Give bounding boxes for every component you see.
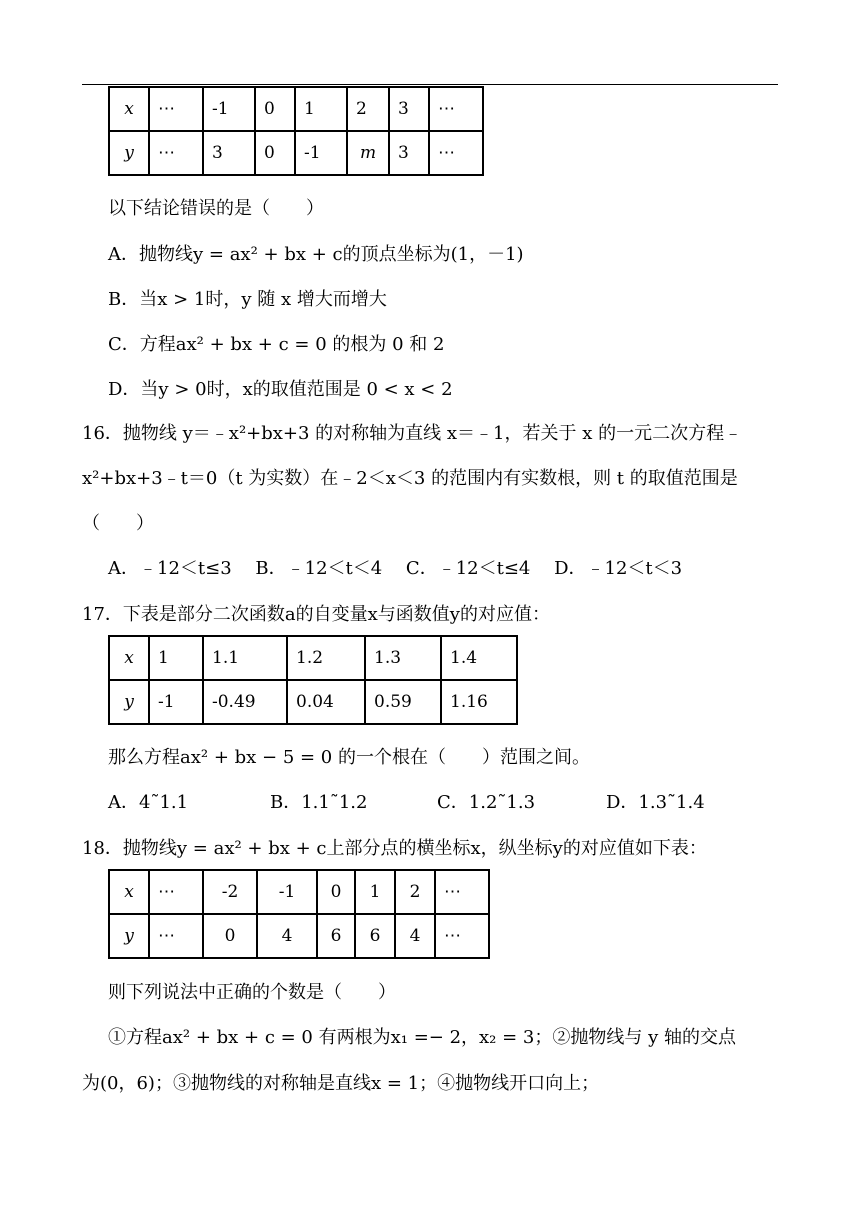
table-cell: 1 xyxy=(355,870,395,914)
q18-stem: 18．抛物线y = ax² + bx + c上部分点的横坐标x，纵坐标y的对应值如下表： xyxy=(82,838,707,859)
table-cell: 1 xyxy=(149,636,203,680)
table-cell: ⋯ xyxy=(149,131,203,175)
table-cell: 3 xyxy=(389,131,429,175)
table-cell: ⋯ xyxy=(149,914,203,958)
table-cell: ⋯ xyxy=(435,914,489,958)
table-cell: ⋯ xyxy=(149,87,203,131)
q15-option-c: C．方程ax² + bx + c = 0 的根为 0 和 2 xyxy=(108,334,445,355)
table-header-x: x xyxy=(109,636,149,680)
table-header-x: x xyxy=(109,870,149,914)
value-table-3 xyxy=(108,869,490,959)
q15-option-a: A．抛物线y = ax² + bx + c的顶点坐标为(1，－1) xyxy=(108,244,524,265)
q16-line-2: x²+bx+3﹣t＝0（t 为实数）在﹣2＜x＜3 的范围内有实数根，则 t 的取值范围是 xyxy=(82,468,738,489)
table-cell: -1 xyxy=(295,131,347,175)
table-row xyxy=(109,914,489,958)
table-cell: 6 xyxy=(317,914,355,958)
table-header-y: y xyxy=(109,131,149,175)
table-cell: -2 xyxy=(203,870,257,914)
q18-statements-line-2: 为(0，6)；③抛物线的对称轴是直线x = 1；④抛物线开口向上； xyxy=(82,1073,600,1094)
q17-option-c: C．1.2˜1.3 xyxy=(437,792,536,813)
table-row xyxy=(109,870,489,914)
table-cell: 0.59 xyxy=(365,680,441,724)
table-cell: 0.04 xyxy=(287,680,365,724)
q17-stem: 17．下表是部分二次函数a的自变量x与函数值y的对应值： xyxy=(82,604,550,625)
table-cell: 4 xyxy=(395,914,435,958)
table-cell: 1.3 xyxy=(365,636,441,680)
table-row xyxy=(109,87,483,131)
value-table-1 xyxy=(108,86,484,176)
table-cell: 1.16 xyxy=(441,680,517,724)
q15-option-d: D．当y > 0时，x的取值范围是 0 < x < 2 xyxy=(108,379,453,400)
q17-option-a: A．4˜1.1 xyxy=(108,792,189,813)
table-header-y: y xyxy=(109,680,149,724)
table-cell: ⋯ xyxy=(429,87,483,131)
table-cell: 4 xyxy=(257,914,317,958)
table-cell: 2 xyxy=(347,87,389,131)
table-cell: 6 xyxy=(355,914,395,958)
q18-prompt: 则下列说法中正确的个数是（ ） xyxy=(108,982,396,1003)
table-cell: 1.1 xyxy=(203,636,287,680)
q17-prompt: 那么方程ax² + bx − 5 = 0 的一个根在（ ）范围之间。 xyxy=(108,747,590,768)
table-row xyxy=(109,131,483,175)
table-cell: 2 xyxy=(395,870,435,914)
table-cell: ⋯ xyxy=(435,870,489,914)
q15-prompt: 以下结论错误的是（ ） xyxy=(108,198,324,219)
table-header-y: y xyxy=(109,914,149,958)
table-cell: -1 xyxy=(203,87,255,131)
table-cell: -1 xyxy=(149,680,203,724)
table-cell: 1.2 xyxy=(287,636,365,680)
q16-options: A．﹣12＜t≤3 B．﹣12＜t＜4 C．﹣12＜t≤4 D．﹣12＜t＜3 xyxy=(108,558,683,579)
q15-option-b: B．当x > 1时，y 随 x 增大而增大 xyxy=(108,289,387,310)
table-row xyxy=(109,636,517,680)
q17-option-d: D．1.3˜1.4 xyxy=(606,792,705,813)
table-row xyxy=(109,680,517,724)
table-cell: 0 xyxy=(255,87,295,131)
table-cell: 1 xyxy=(295,87,347,131)
table-cell: 0 xyxy=(203,914,257,958)
table-cell: 0 xyxy=(255,131,295,175)
table-cell: m xyxy=(347,131,389,175)
table-cell: 0 xyxy=(317,870,355,914)
table-cell: 3 xyxy=(389,87,429,131)
table-header-x: x xyxy=(109,87,149,131)
value-table-2 xyxy=(108,635,518,725)
table-cell: ⋯ xyxy=(149,870,203,914)
table-cell: -1 xyxy=(257,870,317,914)
table-cell: -0.49 xyxy=(203,680,287,724)
q17-option-b: B．1.1˜1.2 xyxy=(270,792,368,813)
table-cell: 1.4 xyxy=(441,636,517,680)
table-cell: 3 xyxy=(203,131,255,175)
header-rule xyxy=(82,84,778,85)
q16-line-3: （ ） xyxy=(82,513,154,534)
table-cell: ⋯ xyxy=(429,131,483,175)
q16-line-1: 16．抛物线 y＝﹣x²+bx+3 的对称轴为直线 x＝﹣1，若关于 x 的一元二次方程﹣ xyxy=(82,423,743,444)
q18-statements-line-1: ①方程ax² + bx + c = 0 有两根为x₁ =− 2，x₂ = 3；②抛物线与 y 轴的交点 xyxy=(108,1027,736,1048)
